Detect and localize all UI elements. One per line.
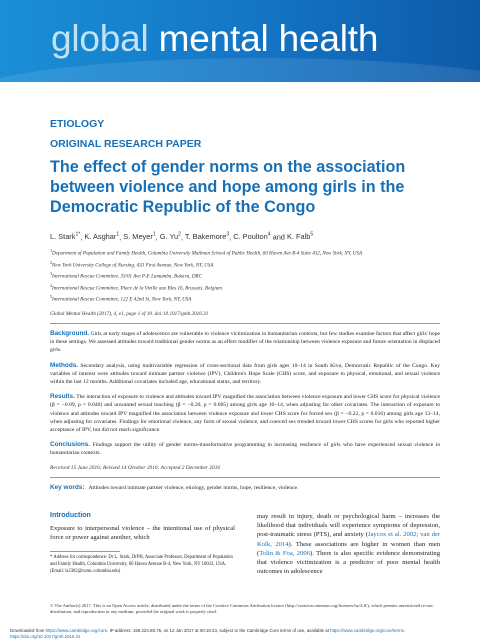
left-column (50, 512, 235, 575)
citation-link[interactable]: van der Kolk, 2014 (257, 531, 440, 548)
author: L. Stark$^{1*}$ (50, 232, 81, 242)
divider (50, 477, 440, 478)
abstract-background: Background. Girls at early stages of adolescence are vulnerable to violence victimization in humanitarian contexts, but few studies examine factors that affect girls' hope in these settings. We assessed attitudes toward traditional gender norms as an effect modifier of the relationship between violence exposure and future orientation in displaced girls. (50, 329, 440, 354)
author-list: L. Stark$^{1*}$, K. Asghar$^1$, S. Meyer$^1$, G. Yu$^2$, T. Bakemore$^3$, C. Poulton$^4$ and K. Falb$^5$ (50, 232, 314, 242)
author: S. Meyer$^1$ (123, 232, 156, 242)
terms-link[interactable]: https://www.cambridge.org/core/terms (330, 628, 404, 633)
abstract-results: Results. The interaction of exposure to violence and attitudes toward IPV magnified the association between violence exposure and lower CHS score for physical violence (β = −0.09, p = 0.040) and unwanted sexual touching (β = −0.20, p = 0.005) among girls age 10–14, when adjusting for other covariates. The interaction of exposure to violence and attitudes toward IPV magnified the association between violence exposure and lower CHS score for forced sex (β = −0.22, p = 0.016) among girls age 13–14, when adjusting for covariates. Findings for emotional violence, any form of sexual violence, and coerced sex trended toward lower CHS scores for girls who reported higher acceptance of IPV, but did not reach significance. (50, 393, 440, 433)
journal-title-word1: global (51, 18, 149, 59)
divider (50, 323, 440, 324)
license-statement: © The Author(s) 2017. This is an Open Access article, distributed under the terms of the Creative Commons Attribution licence (http://creativecommons.org/licenses/by/4.0/), which permits unrestricted re-use, distribution, and reproduction in any medium, provided the original work is properly cited. (50, 603, 434, 614)
author: C. Poulton$^4$ (233, 232, 271, 242)
author: T. Bakemore$^3$ (184, 232, 230, 242)
abstract-conclusions: Conclusions. Findings support the utility of gender norms-transformative programming in increasing resilience of girls who have experienced sexual violence in humanitarian contexts. (50, 441, 441, 457)
received-dates: Received 15 June 2016; Revised 14 October 2016; Accepted 2 December 2016 (50, 464, 221, 471)
journal-banner (0, 0, 480, 82)
affiliation-list (50, 247, 440, 304)
body-paragraph: may result in injury, death or psychological harm – increases the likelihood that individuals will experience symptoms of depression, post-traumatic stress (PTS), and anxiety (Jaycox et al. 2002; van der Kolk, 2014). These associations are higher in women than men (Tolin & Foa, 2006). There is also specific evidence demonstrating that violence victimization is a predictor of poor mental health outcomes in adolescence (257, 513, 440, 576)
correspondence-footnote: * Address for correspondence: Dr L. Stark, DrPH, Associate Professor, Department of Population and Family Health, Columbia University, 60 Haven Avenue B-4, New York, NY 10032, USA. (Email: ls2302@cumc.columbia.edu) (50, 555, 233, 574)
keywords-label: Key words: (50, 483, 85, 491)
journal-title-word2: mental health (158, 18, 379, 59)
affiliation: $^1$Department of Population and Family Health, Columbia University Mailman School of Public Health, 60 Haven Ave B-4 Suite 432, New York, NY, USA (50, 248, 363, 258)
affiliation: $^4$International Rescue Committee, Place de la Vieille aux Bles 16, Brussels, Belgium (50, 282, 222, 292)
doi-link[interactable]: https://doi.org/10.1017/gmh.2016.31 (10, 633, 81, 639)
banner-decoration (0, 58, 480, 82)
section-heading-introduction: Introduction (50, 512, 91, 519)
right-column (257, 512, 440, 576)
article-front-matter (50, 118, 440, 491)
keywords-text: Attitudes toward intimate partner violence, etiology, gender norms, hope, resilience, violence. (88, 484, 299, 491)
affiliation: $^2$New York University College of Nursing, 433 First Avenue, New York, NY, USA (50, 259, 214, 269)
article-title: The effect of gender norms on the association between violence and hope among girls in the Democratic Republic of the Congo (50, 158, 406, 216)
author: G. Yu$^2$ (159, 232, 181, 242)
citation-link[interactable]: Jaycox et al. 2002 (367, 531, 417, 539)
footnote-divider (50, 551, 120, 552)
affiliation: $^3$International Rescue Committee, 33/01 Ave P-E Lumumba, Bukavu, DRC (50, 271, 203, 281)
paper-type: ORIGINAL RESEARCH PAPER (50, 138, 202, 150)
abstract-methods: Methods. Secondary analysis, using multivariable regression of cross-sectional data from girls ages 10–14 in South Kivu, Democratic Republic of the Congo. Key variables of interest were attitudes toward intimate partner violence (IPV), Children's Hope Scale (CHS) score, and exposure to physical, emotional, and sexual violence within the last 12 months. Additional covariates included age, educational status, and territory. (50, 361, 440, 385)
author: K. Falb$^5$ (286, 232, 314, 242)
section-label: ETIOLOGY (50, 118, 105, 130)
download-footer: Downloaded from https://www.cambridge.org/core. IP address: 158.224.88.75, on 12 Jan 2017 at 00:16:23, subject to the Cambridge Core terms of use, available at https://www.cambridge.org/core/terms. https://doi.org/10.1017/gmh.2016.31 (10, 628, 406, 639)
body-columns (50, 512, 440, 582)
author: K. Asghar$^1$ (84, 232, 120, 242)
journal-title (51, 18, 378, 60)
intro-paragraph: Exposure to interpersonal violence – the intentional use of physical force or power against another, which (50, 525, 235, 542)
keywords (50, 484, 440, 491)
citation-line: Global Mental Health (2017), 4, e1, page 1 of 10. doi:10.1017/gmh.2016.31 (50, 310, 209, 317)
affiliation: $^5$International Rescue Committee, 122 E 42nd St, New York, NY, USA (50, 294, 192, 304)
citation-link[interactable]: Tolin & Foa, 2006 (259, 549, 310, 557)
cambridge-core-link[interactable]: https://www.cambridge.org/core (45, 628, 108, 633)
